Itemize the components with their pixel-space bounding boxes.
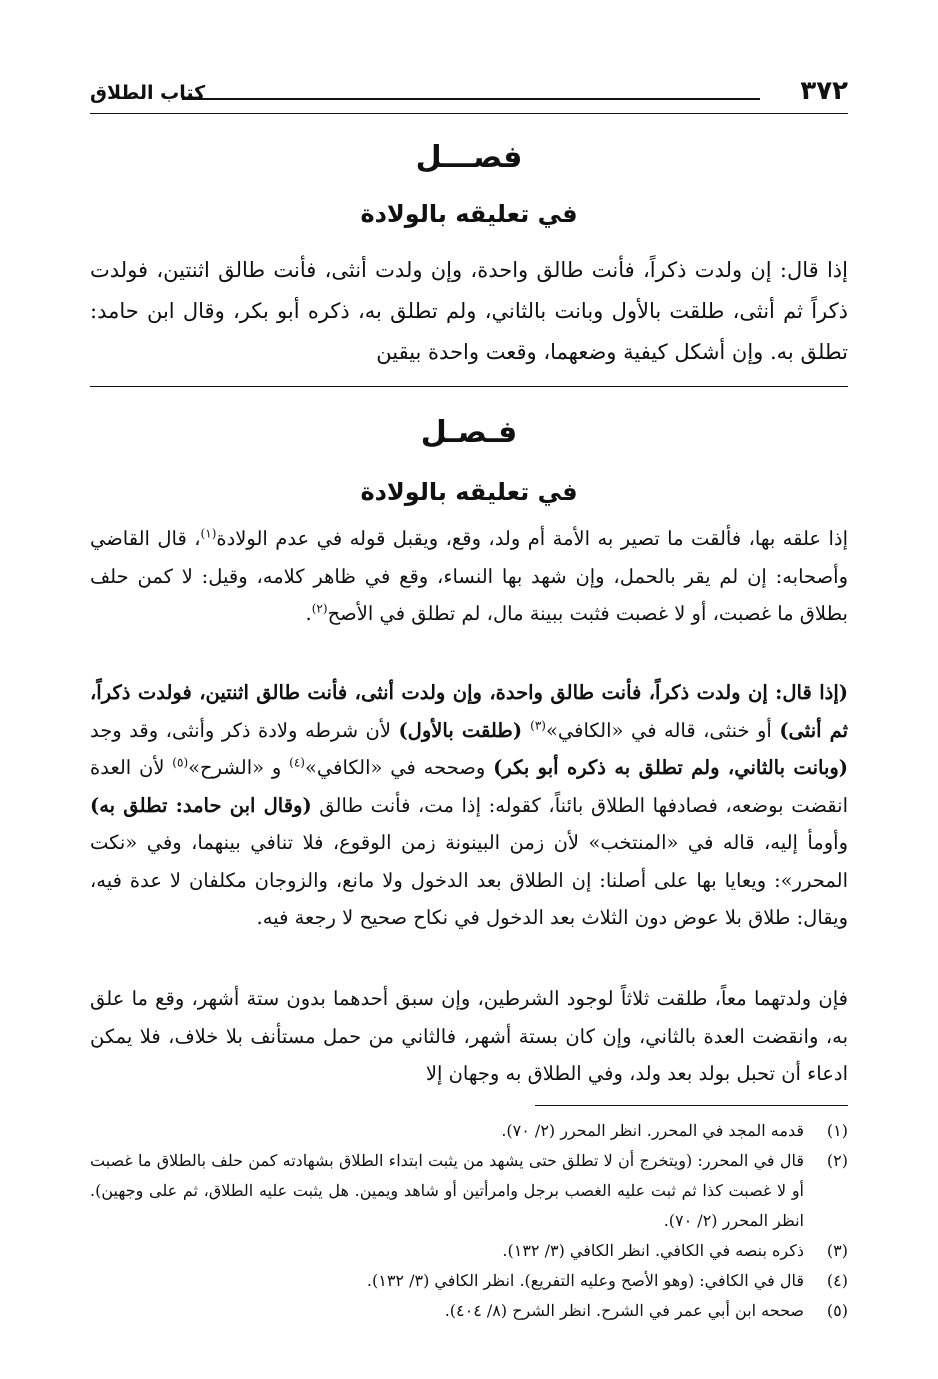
footnote-number: (٥) — [826, 1301, 848, 1320]
footnote-5 — [90, 1296, 848, 1326]
para1-end: . — [305, 602, 312, 625]
footnote-text: قال في الكافي: (وهو الأصح وعليه التفريع). انظر الكافي (٣/ ١٣٢). — [366, 1271, 804, 1290]
footnote-number: (١) — [826, 1121, 848, 1140]
footnote-text: ذكره بنصه في الكافي. انظر الكافي (٣/ ١٣٢). — [502, 1241, 804, 1260]
section2-paragraph-3: فإن ولدتهما معاً، طلقت ثلاثاً لوجود الشرطين، وإن سبق أحدهما بدون ستة أشهر، وقع ما علق به، وانقضت العدة بالثاني، وإن كان بستة أشهر، فالثاني من حمل مستأنف بلا خلاف، فلا يمكن ادعاء أن تحبل بولد بعد ولد، وفي الطلاق به وجهان إلا — [90, 987, 848, 1085]
para2-bold-3: (وبانت بالثاني، ولم تطلق به ذكره أبو بكر) — [493, 756, 849, 779]
page-header — [90, 76, 848, 116]
footnote-ref-5[interactable]: (٥) — [172, 755, 189, 770]
section2-paragraph-1 — [90, 520, 848, 633]
para2-text-5: لأن العدة انقضت بوضعه، فصادفها الطلاق بائناً، كقوله: إذا مت، فأنت طالق — [90, 756, 848, 817]
page-number: ٣٧٢ — [800, 76, 848, 106]
section-divider — [90, 386, 848, 387]
para2-text-4: و «الشرح» — [188, 756, 290, 779]
para2-text-2: لأن شرطه ولادة ذكر وأنثى، وقد وجد — [90, 718, 399, 742]
section1-title: فصـــل — [415, 140, 523, 175]
footnote-number: (٣) — [826, 1241, 848, 1260]
footnote-text: قال في المحرر: (ويتخرج أن لا تطلق حتى يشهد من يثبت ابتداء الطلاق بشهادته كمن حلف بالطلاق ما غصبت أو لا غصبت كذا ثم ثبت عليه الغصب برجل وامرأتين أو شاهد ويمين. هل يثبت عليه الطلاق، ثم على وجهين). انظر المحرر (٢/ ٧٠). — [90, 1151, 804, 1230]
footnote-number: (٤) — [826, 1271, 848, 1290]
para2-bold-4: (وقال ابن حامد: تطلق به) — [90, 793, 312, 817]
footnote-ref-3[interactable]: (٣) — [530, 718, 546, 732]
footnote-rule — [535, 1105, 848, 1106]
footnote-1 — [90, 1116, 848, 1146]
header-rule — [182, 98, 760, 100]
footnote-ref-1[interactable]: (١) — [200, 526, 217, 541]
footnotes — [90, 1116, 848, 1326]
header-underline — [90, 113, 848, 114]
section2-title: فـصـل — [420, 415, 518, 450]
footnote-2 — [90, 1146, 848, 1236]
section2-subtitle: في تعليقه بالولادة — [360, 478, 578, 506]
section2-paragraph-2 — [90, 674, 848, 937]
footnote-number: (٢) — [826, 1151, 848, 1170]
footnote-3 — [90, 1236, 848, 1266]
footnote-ref-2[interactable]: (٢) — [311, 601, 328, 616]
para2-text-6: وأومأ إليه، قاله في «المنتخب» لأن زمن البينونة زمن الوقوع، فلا تنافي بينهما، وفي «نكت المحرر»: ويعايا بها على أصلنا: إن الطلاق بعد الدخول ولا مانع، والزوجان مكلفان لا عدة فيه، ويقال: طلاق بلا عوض دون الثلاث بعد الدخول في نكاح صحيح لا رجعة فيه. — [90, 831, 848, 929]
section1-text: إذا قال: إن ولدت ذكراً، فأنت طالق واحدة، وإن ولدت أنثى، فأنت طالق اثنتين، فولدت ذكراً ثم أنثى، طلقت بالأول وبانت بالثاني، ولم تطلق به، ذكره أبو بكر، وقال ابن حامد: تطلق به. وإن أشكل كيفية وضعهما، وقعت واحدة بيقين — [90, 258, 848, 364]
footnote-text: صححه ابن أبي عمر في الشرح. انظر الشرح (٨/ ٤٠٤). — [444, 1301, 804, 1320]
para2-text-3: وصححه في «الكافي» — [304, 756, 494, 779]
footnote-4 — [90, 1266, 848, 1296]
para1-text-a: إذا علقه بها، فألقت ما تصير به الأمة أم ولد، وقع، ويقبل قوله في عدم الولادة — [216, 527, 849, 550]
footnote-ref-4[interactable]: (٤) — [289, 755, 305, 770]
para2-text-1: أو خنثى، قاله في «الكافي» — [545, 718, 780, 742]
para1-text-b: ، قال القاضي وأصحابه: إن لم يقر بالحمل، وإن شهد بها النساء، وقع في ظاهر كلامه، وقيل: لا كمن حلف بطلاق ما غصبت، أو لا غصبت فثبت ببينة مال، لم تطلق في الأصح — [90, 527, 848, 625]
section1-subtitle: في تعليقه بالولادة — [360, 200, 578, 228]
running-title: كتاب الطلاق — [90, 82, 206, 104]
para2-bold-2: (طلقت بالأول) — [398, 718, 531, 742]
footnote-text: قدمه المجد في المحرر. انظر المحرر (٢/ ٧٠). — [501, 1121, 804, 1140]
para2-bold-1: (إذا قال: إن ولدت ذكراً، فأنت طالق واحدة، وإن ولدت أنثى، فأنت طالق اثنتين، فولدت ذكراً، ثم أنثى) — [90, 681, 849, 742]
